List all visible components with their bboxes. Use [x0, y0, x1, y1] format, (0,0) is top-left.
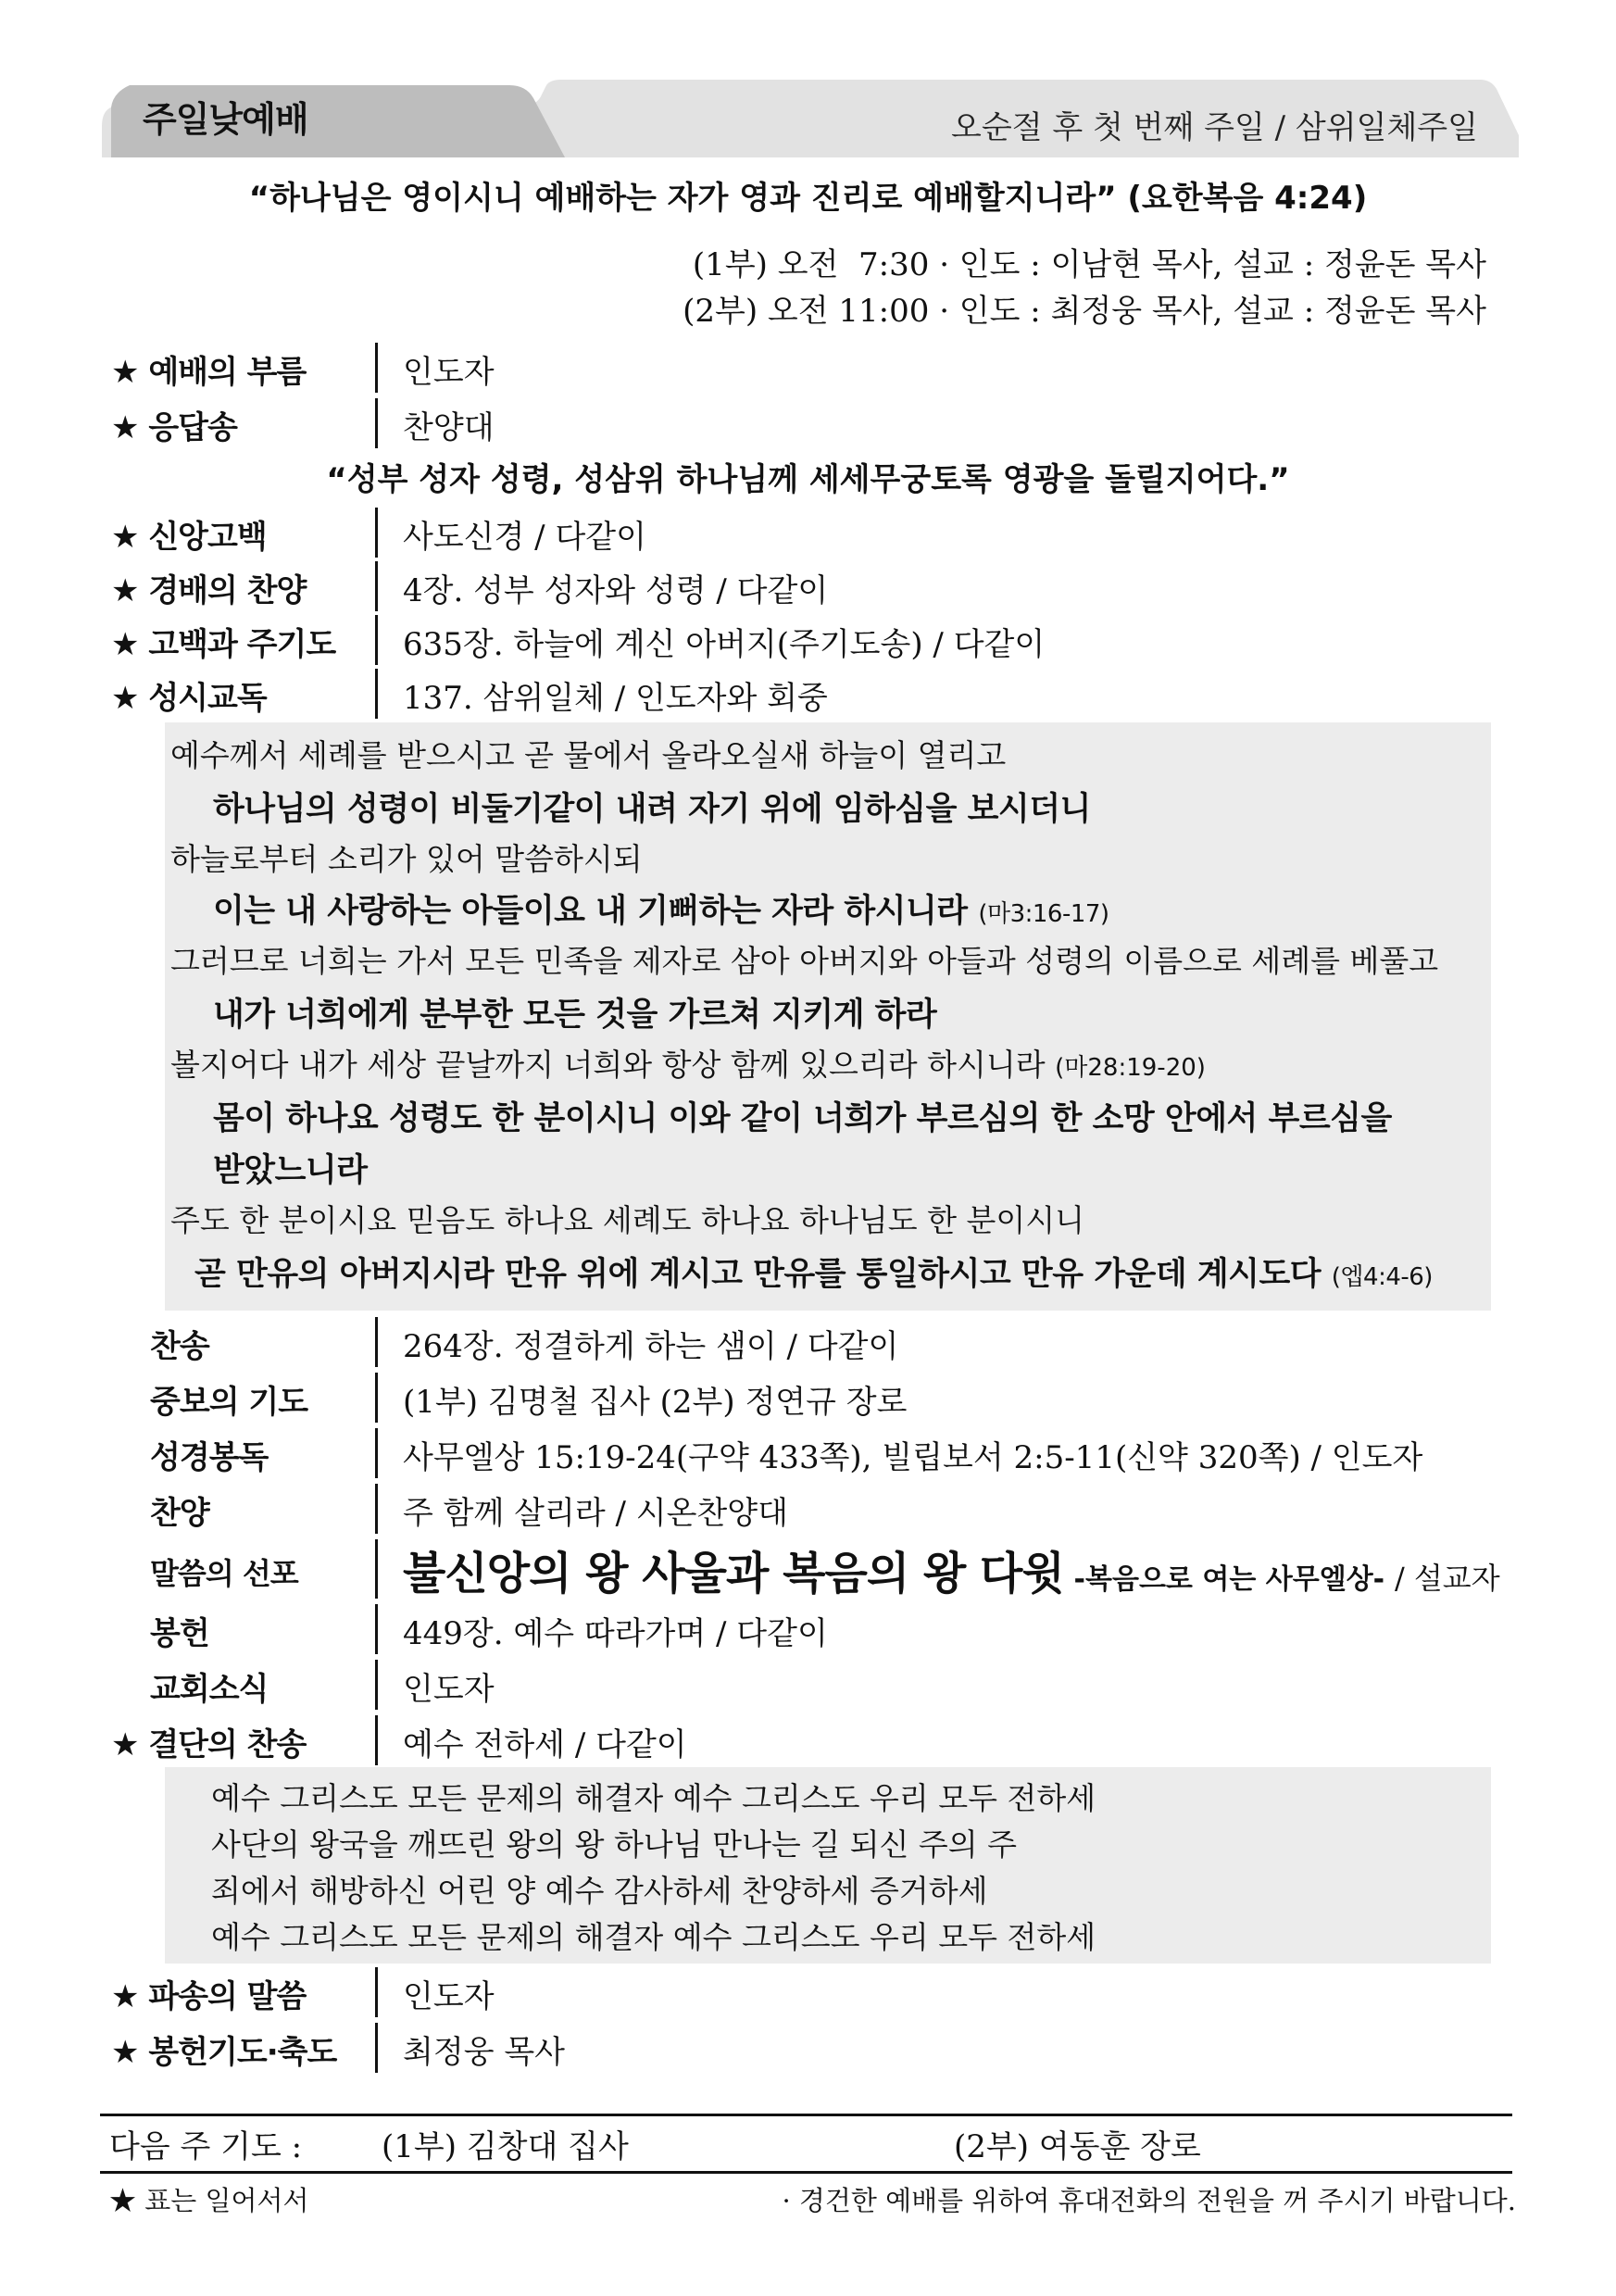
divider [375, 1604, 378, 1654]
order-value: 인도자 [403, 1978, 495, 2015]
reading-line: 볼지어다 내가 세상 끝날까지 너희와 항상 함께 있으리라 하시니라 [170, 1047, 1046, 1083]
reading-line: 몸이 하나요 성령도 한 분이시니 이와 같이 너희가 부르심의 한 소망 안에서 부르심을 [213, 1100, 1392, 1137]
divider [375, 561, 378, 611]
sermon-title: 불신앙의 왕 사울과 복음의 왕 다윗 [403, 1548, 1064, 1600]
reading-line: 곧 만유의 아버지시라 만유 위에 계시고 만유를 통일하시고 만유 가운데 계시도다 [194, 1256, 1322, 1293]
stand-note: ★ 표는 일어서서 [109, 2185, 309, 2216]
order-label: ★ 결단의 찬송 [111, 1726, 307, 1763]
sunday-name: 오순절 후 첫 번째 주일 / 삼위일체주일 [951, 109, 1478, 146]
order-item [111, 1482, 1500, 1532]
sermon-subtitle: -복음으로 여는 사무엘상- [1073, 1563, 1385, 1596]
footer-rule-mid [100, 2171, 1512, 2174]
page-title: 주일낮예배 [143, 99, 308, 140]
order-value: 사무엘상 15:19-24(구약 433쪽), 빌립보서 2:5-11(신약 320쪽) / 인도자 [403, 1439, 1423, 1476]
divider [375, 508, 378, 558]
order-value: 137. 삼위일체 / 인도자와 회중 [403, 680, 828, 717]
order-label: ★ 예배의 부름 [111, 354, 307, 391]
divider [375, 1967, 378, 2017]
divider [375, 1428, 378, 1478]
section-header [102, 80, 1519, 157]
order-label: ★ 경배의 찬양 [111, 572, 307, 609]
order-label: 찬양 [150, 1495, 209, 1532]
order-item [111, 341, 1500, 391]
reading-line: 내가 너희에게 분부한 모든 것을 가르쳐 지키게 하라 [213, 997, 937, 1034]
lyric-line: 예수 그리스도 모든 문제의 해결자 예수 그리스도 우리 모두 전하세 [211, 1919, 1096, 1955]
reading-line: 받았느니라 [213, 1152, 368, 1189]
divider [375, 669, 378, 719]
reading-line: 하나님의 성령이 비둘기같이 내려 자기 위에 임하심을 보시더니 [213, 791, 1091, 828]
scripture-ref: (엡4:4-6) [1331, 1263, 1433, 1291]
order-value: 주 함께 살리라 / 시온찬양대 [403, 1495, 788, 1532]
divider [375, 1317, 378, 1367]
order-item [111, 1658, 1500, 1708]
responsive-reading [165, 722, 1491, 1311]
order-value: 인도자 [403, 354, 495, 391]
order-item [111, 667, 1500, 717]
reading-line: 하늘로부터 소리가 있어 말씀하시되 [170, 841, 643, 877]
order-item [111, 396, 1500, 446]
order-item [111, 1315, 1500, 1365]
order-label: 말씀의 선포 [150, 1556, 298, 1591]
reading-line: 주도 한 분이시요 믿음도 하나요 세례도 하나요 하나님도 한 분이시니 [170, 1202, 1084, 1238]
order-label: 찬송 [150, 1328, 209, 1365]
order-item [111, 1602, 1500, 1652]
service-time-1: (1부) 오전 7:30 · 인도 : 이남현 목사, 설교 : 정윤돈 목사 [692, 246, 1486, 283]
order-item [111, 1965, 1500, 2015]
order-label: 중보의 기도 [150, 1384, 308, 1421]
service-time-2: (2부) 오전 11:00 · 인도 : 최정웅 목사, 설교 : 정윤돈 목사 [683, 293, 1486, 330]
order-label: ★ 고백과 주기도 [111, 626, 336, 663]
order-label: ★ 응답송 [111, 409, 237, 446]
song-lyrics [165, 1767, 1491, 1964]
sermon-row [111, 1537, 1500, 1600]
order-value: (1부) 김명철 집사 (2부) 정연규 장로 [403, 1384, 908, 1421]
divider [375, 1373, 378, 1423]
reading-line: 그러므로 너희는 가서 모든 민족을 제자로 삼아 아버지와 아들과 성령의 이름으로 세례를 베풀고 [170, 943, 1439, 979]
order-value: 예수 전하세 / 다같이 [403, 1726, 687, 1763]
order-value: 찬양대 [403, 409, 495, 446]
order-item [111, 1371, 1500, 1421]
order-value: 인도자 [403, 1671, 495, 1708]
divider [375, 343, 378, 393]
order-value: 264장. 정결하게 하는 샘이 / 다같이 [403, 1328, 899, 1365]
sermon-speaker: / 설교자 [1394, 1561, 1500, 1596]
order-item [111, 2021, 1500, 2071]
divider [375, 1660, 378, 1710]
order-item [111, 559, 1500, 609]
divider [375, 1484, 378, 1534]
divider [375, 398, 378, 448]
lyric-line: 예수 그리스도 모든 문제의 해결자 예수 그리스도 우리 모두 전하세 [211, 1780, 1096, 1816]
order-label: ★ 파송의 말씀 [111, 1978, 307, 2015]
order-label: 교회소식 [150, 1671, 269, 1708]
reading-line: 이는 내 사랑하는 아들이요 내 기뻐하는 자라 하시니라 [213, 893, 968, 930]
order-value: 635장. 하늘에 계신 아버지(주기도송) / 다같이 [403, 626, 1046, 663]
order-label: 성경봉독 [150, 1439, 269, 1476]
lyric-line: 사단의 왕국을 깨뜨린 왕의 왕 하나님 만나는 길 되신 주의 주 [211, 1826, 1017, 1863]
order-label: ★ 봉헌기도·축도 [111, 2034, 337, 2071]
lyric-line: 죄에서 해방하신 어린 양 예수 감사하세 찬양하세 증거하세 [211, 1873, 988, 1909]
order-value: 최정웅 목사 [403, 2034, 566, 2071]
next-week-prayer-1: (1부) 김창대 집사 [382, 2128, 629, 2165]
doxology: “성부 성자 성령, 성삼위 하나님께 세세무궁토록 영광을 돌릴지어다.” [326, 461, 1290, 498]
order-value: 사도신경 / 다같이 [403, 519, 646, 556]
divider [375, 1715, 378, 1765]
order-item [111, 1713, 1500, 1763]
theme-verse: “하나님은 영이시니 예배하는 자가 영과 진리로 예배할지니라” (요한복음 4:24) [248, 180, 1368, 217]
order-label: ★ 신앙고백 [111, 519, 267, 556]
reading-line: 예수께서 세례를 받으시고 곧 물에서 올라오실새 하늘이 열리고 [170, 737, 1007, 773]
order-value: 449장. 예수 따라가며 / 다같이 [403, 1615, 828, 1652]
order-item [111, 613, 1500, 663]
divider [375, 1539, 378, 1599]
order-label: 봉헌 [150, 1615, 209, 1652]
divider [375, 2023, 378, 2073]
order-item [111, 1426, 1500, 1476]
footer-rule-top [100, 2114, 1512, 2116]
scripture-ref: (마28:19-20) [1055, 1054, 1206, 1082]
next-week-prayer-2: (2부) 여동훈 장로 [954, 2128, 1201, 2165]
phone-note: · 경건한 예배를 위하여 휴대전화의 전원을 꺼 주시기 바랍니다. [782, 2185, 1516, 2216]
order-value: 4장. 성부 성자와 성령 / 다같이 [403, 572, 829, 609]
scripture-ref: (마3:16-17) [978, 900, 1109, 928]
next-week-label: 다음 주 기도 : [109, 2128, 303, 2165]
order-item [111, 506, 1500, 556]
divider [375, 615, 378, 665]
order-label: ★ 성시교독 [111, 680, 267, 717]
